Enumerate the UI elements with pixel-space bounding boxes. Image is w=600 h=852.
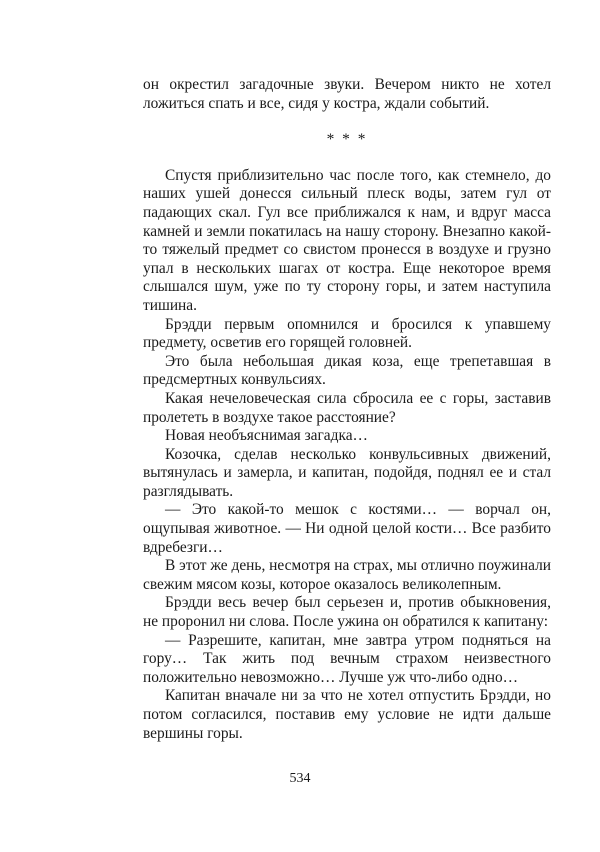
paragraph: В этот же день, несмотря на страх, мы отлично поужинали свежим мясом козы, которое оказалось великолепным.	[143, 557, 551, 593]
paragraph: Какая нечеловеческая сила сбросила ее с горы, заставив пролететь в воздухе такое расстояние?	[143, 389, 551, 426]
paragraph-continuation: он окрестил загадочные звуки. Вечером никто не хотел ложиться спать и все, сидя у костра, ждали событий.	[143, 76, 551, 112]
paragraph: Брэдди весь вечер был серьезен и, против обыкновения, не проронил ни слова. После ужина он обратился к капитану:	[143, 594, 551, 631]
paragraph-dialogue: — Это какой-то мешок с костями… — ворчал он, ощупывая животное. — Ни одной целой кости… Все разбито вдребезги…	[143, 501, 551, 556]
paragraph: Брэдди первым опомнился и бросился к упавшему предмету, осветив его горящей головней.	[143, 315, 551, 352]
paragraph: Спустя приблизительно час после того, как стемнело, до наших ушей донесся сильный плеск воды, затем гул от падающих скал. Гул все приближался к нам, и вдруг масса камней и земли покатилась на нашу сторону. Внезапно какой-то тяжелый предмет со свистом пронесся в воздухе и грузно упал в нескольких шагах от костра. Еще некоторое время слышался шум, уже по ту сторону горы, и затем наступила тишина.	[143, 166, 551, 314]
paragraph: Это была небольшая дикая коза, еще трепетавшая в предсмертных конвульсиях.	[143, 352, 551, 389]
paragraph: Капитан вначале ни за что не хотел отпустить Брэдди, но потом согласился, поставив ему условие не идти дальше вершины горы.	[143, 687, 551, 742]
paragraph: Козочка, сделав несколько конвульсивных движений, вытянулась и замерла, и капитан, подойдя, поднял ее и стал разглядывать.	[143, 445, 551, 500]
paragraph: Новая необъяснимая загадка…	[165, 427, 368, 445]
page-text	[143, 76, 551, 743]
section-separator: * * *	[326, 131, 368, 149]
paragraph-dialogue: — Разрешите, капитан, мне завтра утром подняться на гору… Так жить под вечным страхом неизвестного положительно невозможно… Лучше уж что-либо одно…	[143, 631, 551, 686]
page-number: 534	[289, 771, 311, 786]
